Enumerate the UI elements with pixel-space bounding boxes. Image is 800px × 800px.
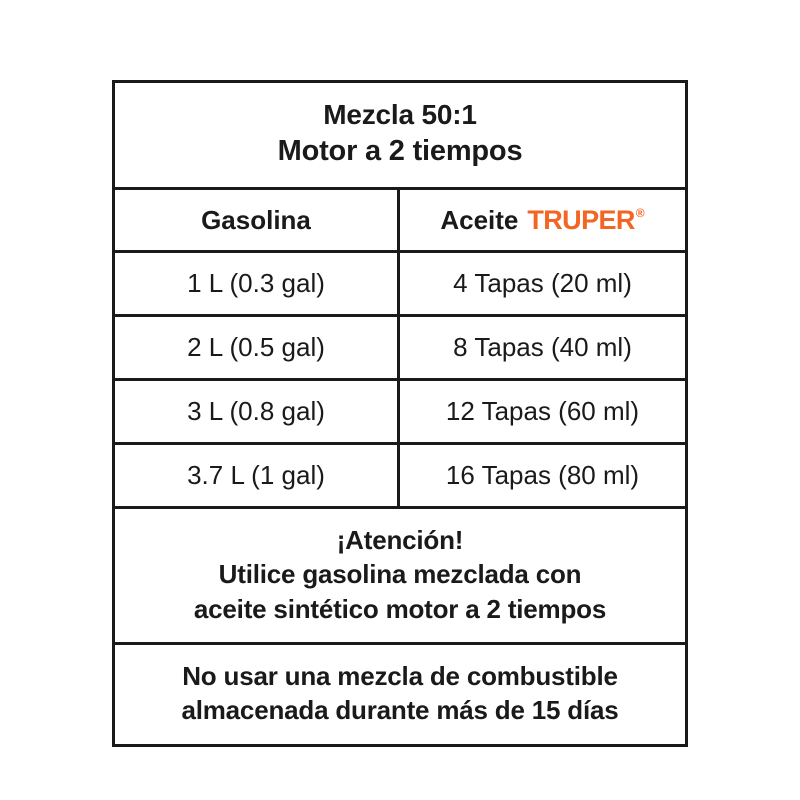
- storage-note-row: [115, 645, 685, 744]
- attention-row: [115, 509, 685, 645]
- cell-gasoline: 2 L (0.5 gal): [115, 317, 400, 378]
- table-row: [115, 445, 685, 509]
- cell-gasoline: 3 L (0.8 gal): [115, 381, 400, 442]
- table-row: [115, 317, 685, 381]
- column-header-gasoline: Gasolina: [115, 190, 400, 250]
- storage-note-cell: [115, 645, 685, 744]
- attention-cell: [115, 509, 685, 642]
- column-header-oil: [400, 190, 685, 250]
- table-header-row: [115, 190, 685, 253]
- cell-oil: 8 Tapas (40 ml): [453, 332, 632, 363]
- oil-header-label: Aceite: [440, 204, 519, 235]
- storage-note-line-1: No usar una mezcla de combustible: [182, 661, 618, 692]
- table-title-row: [115, 83, 685, 190]
- attention-line-2: aceite sintético motor a 2 tiempos: [193, 593, 607, 624]
- attention-line-1: Utilice gasolina mezclada con: [218, 559, 582, 590]
- cell-gasoline: 3.7 L (1 gal): [115, 445, 400, 506]
- oil-header-group: [440, 205, 644, 236]
- cell-oil: 4 Tapas (20 ml): [453, 268, 632, 299]
- truper-logo-text: TRUPER: [527, 204, 635, 235]
- table-title-line-1: Mezcla 50:1: [323, 99, 477, 130]
- cell-oil: 16 Tapas (80 ml): [445, 460, 640, 491]
- table-row: [115, 253, 685, 317]
- table-row: [115, 381, 685, 445]
- cell-oil: 12 Tapas (60 ml): [445, 396, 640, 427]
- storage-note-line-2: almacenada durante más de 15 días: [181, 695, 619, 726]
- table-title-line-2: Motor a 2 tiempos: [277, 135, 523, 168]
- attention-heading: ¡Atención!: [336, 525, 464, 556]
- fuel-mix-table: [112, 80, 688, 747]
- registered-trademark-icon: ®: [635, 205, 645, 220]
- cell-gasoline: 1 L (0.3 gal): [115, 253, 400, 314]
- table-title-cell: [115, 83, 685, 187]
